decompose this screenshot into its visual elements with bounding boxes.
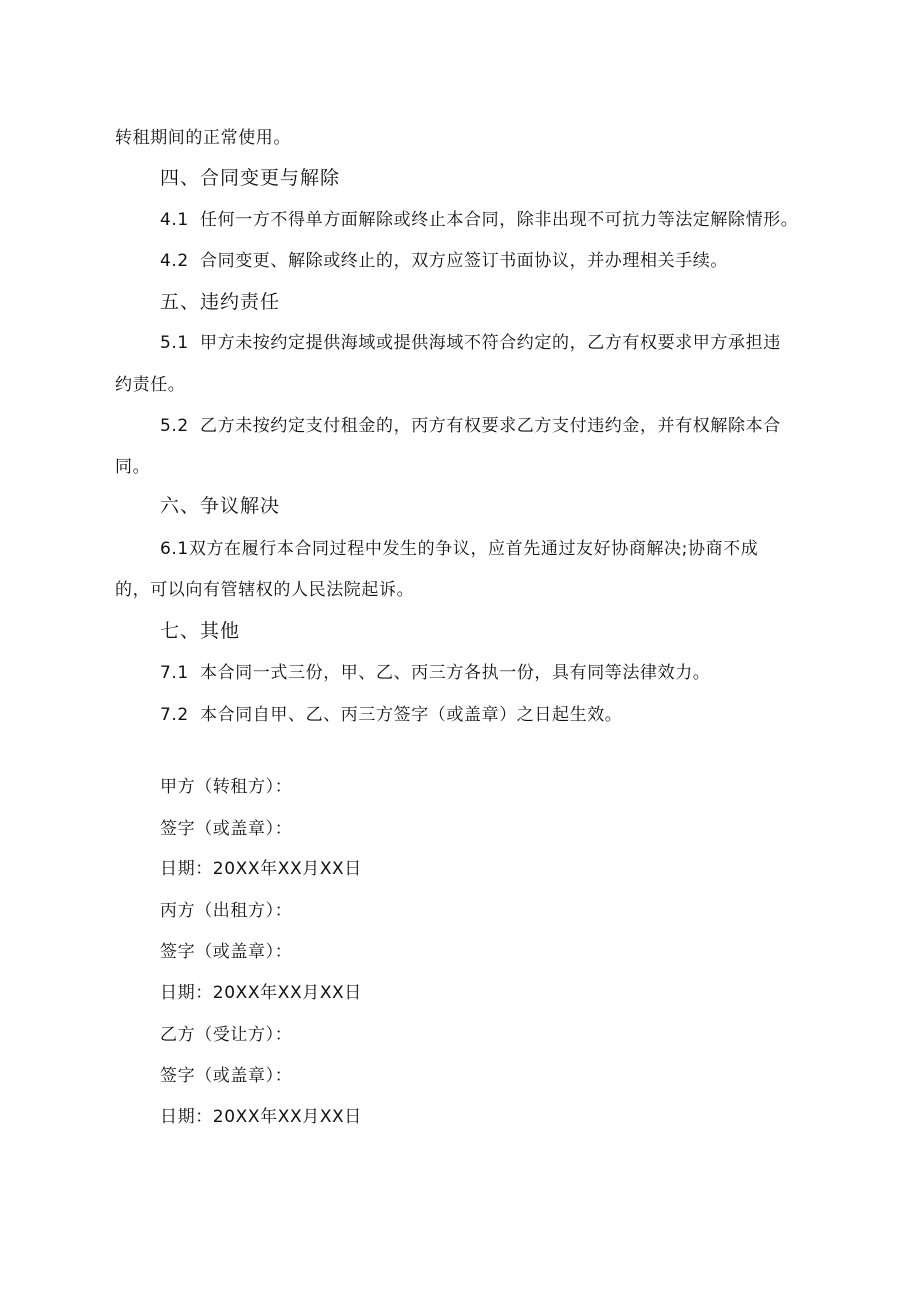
signature-date-b: 日期：20XX年XX月XX日 xyxy=(160,1107,362,1127)
clause-text: 任何一方不得单方面解除或终止本合同，除非出现不可抗力等法定解除情形。 xyxy=(200,210,799,230)
signature-party-c: 丙方（出租方）： xyxy=(160,901,293,921)
clause-5-1 xyxy=(160,331,781,355)
clause-5-1-continued: 约责任。 xyxy=(115,375,186,395)
signature-date-c: 日期：20XX年XX月XX日 xyxy=(160,983,362,1003)
clause-4-2 xyxy=(160,249,728,273)
clause-number: 7.1 xyxy=(160,663,189,683)
clause-4-1 xyxy=(160,208,798,232)
signature-sign-b: 签字（或盖章）： xyxy=(160,1066,293,1086)
section-heading-4: 四、合同变更与解除 xyxy=(160,167,341,189)
clause-7-1 xyxy=(160,661,710,685)
signature-party-a: 甲方（转租方）： xyxy=(160,777,293,797)
clause-5-2-continued: 同。 xyxy=(115,457,151,477)
clause-text: 乙方未按约定支付租金的，丙方有权要求乙方支付违约金，并有权解除本合 xyxy=(200,416,781,436)
clause-number: 4.2 xyxy=(160,251,189,271)
clause-text: 本合同自甲、乙、丙三方签字（或盖章）之日起生效。 xyxy=(200,705,623,725)
signature-party-b: 乙方（受让方）： xyxy=(160,1025,293,1045)
continuation-text: 转租期间的正常使用。 xyxy=(115,128,291,148)
clause-number: 5.1 xyxy=(160,333,189,353)
section-heading-7: 七、其他 xyxy=(160,620,241,642)
clause-number: 4.1 xyxy=(160,210,189,230)
section-heading-5: 五、违约责任 xyxy=(160,291,281,313)
clause-5-2 xyxy=(160,414,781,438)
clause-text: 合同变更、解除或终止的，双方应签订书面协议，并办理相关手续。 xyxy=(200,251,728,271)
signature-date-a: 日期：20XX年XX月XX日 xyxy=(160,859,362,879)
signature-sign-a: 签字（或盖章）： xyxy=(160,819,293,839)
clause-6-1 xyxy=(160,537,758,561)
clause-text: 甲方未按约定提供海域或提供海域不符合约定的，乙方有权要求甲方承担违 xyxy=(200,333,781,353)
clause-number: 6.1 xyxy=(160,539,189,559)
clause-number: 7.2 xyxy=(160,705,189,725)
signature-sign-c: 签字（或盖章）： xyxy=(160,942,293,962)
clause-text: 本合同一式三份，甲、乙、丙三方各执一份，具有同等法律效力。 xyxy=(200,663,711,683)
clause-7-2 xyxy=(160,703,622,727)
section-heading-6: 六、争议解决 xyxy=(160,495,281,517)
clause-number: 5.2 xyxy=(160,416,189,436)
clause-6-1-continued: 的，可以向有管辖权的人民法院起诉。 xyxy=(115,580,415,600)
clause-text: 双方在履行本合同过程中发生的争议，应首先通过友好协商解决;协商不成 xyxy=(188,539,759,559)
